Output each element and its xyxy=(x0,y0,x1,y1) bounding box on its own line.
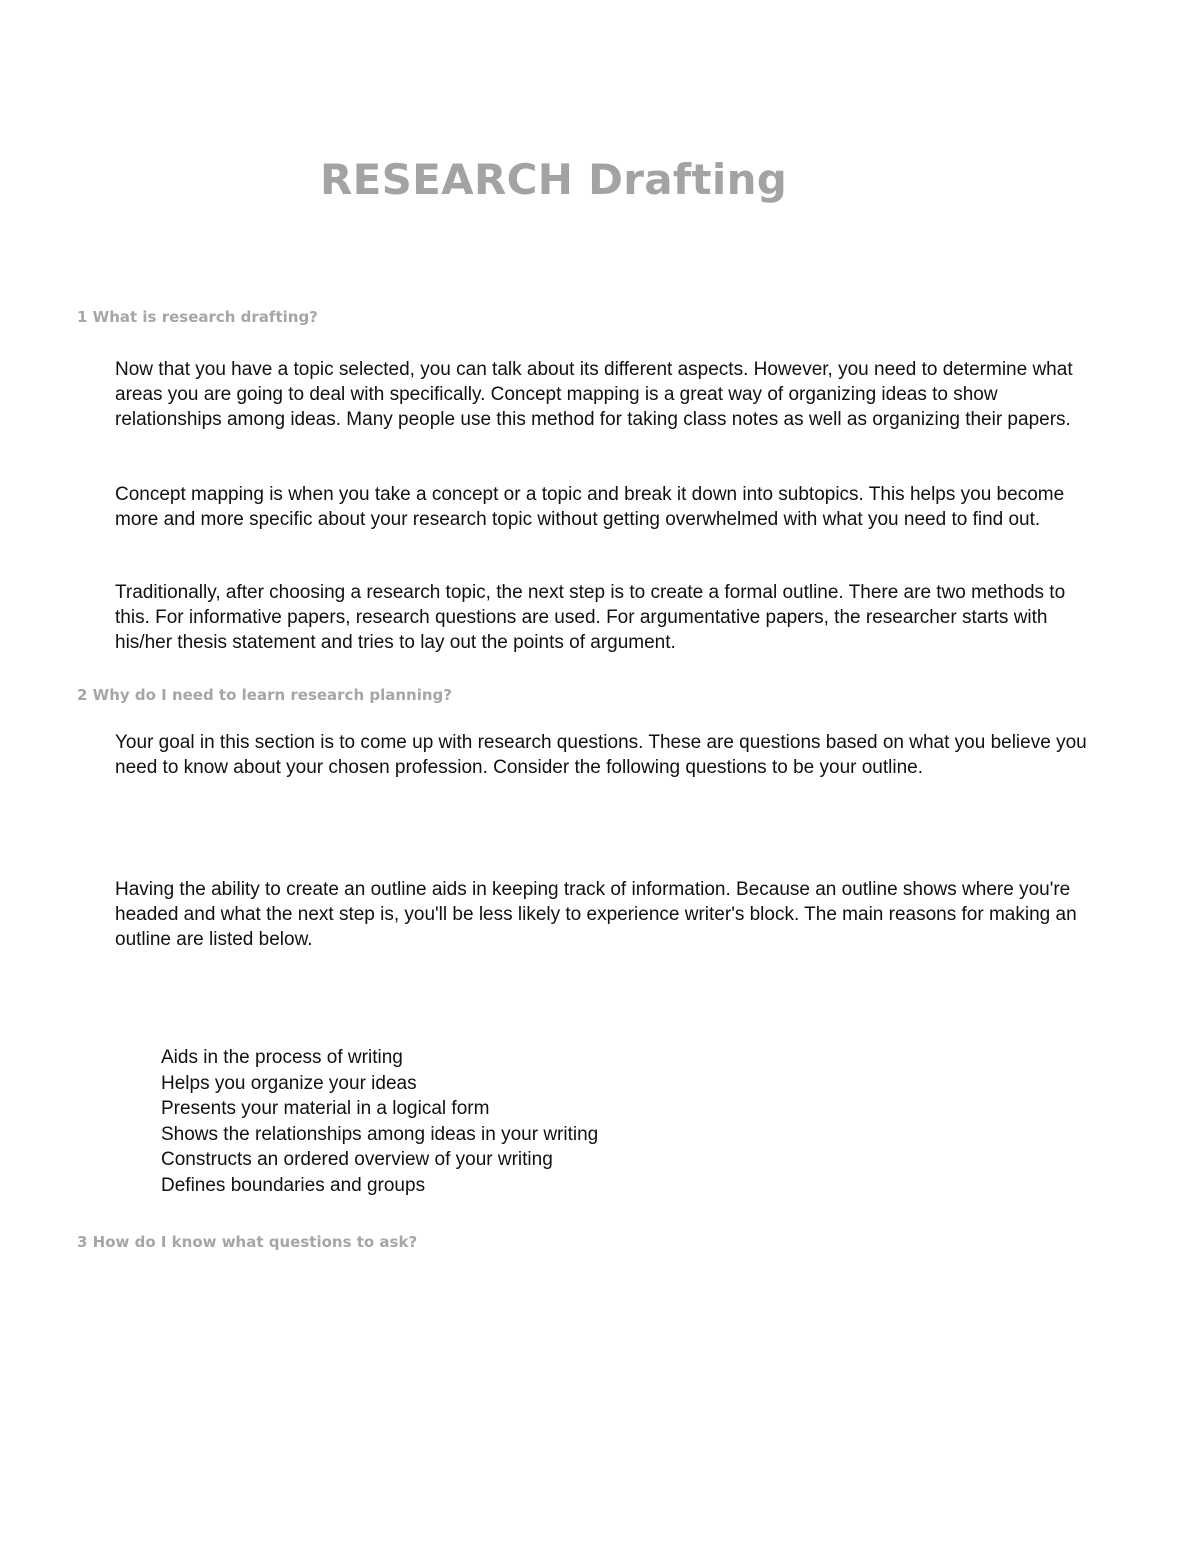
outline-reasons-list xyxy=(161,1045,598,1198)
list-item: Presents your material in a logical form xyxy=(161,1098,490,1119)
section-3-heading: 3 How do I know what questions to ask? xyxy=(77,1233,418,1251)
section-1-heading: 1 What is research drafting? xyxy=(77,308,318,326)
list-item: Defines boundaries and groups xyxy=(161,1174,426,1196)
list-item: Constructs an ordered overview of your writing xyxy=(161,1149,553,1170)
section-1-paragraph-1: Now that you have a topic selected, you can talk about its different aspects. However, you need to determine what areas you are going to deal with specifically. Concept mapping is a great way of organizing ideas to show relationships among ideas. Many people use this method for taking class notes as well as organizing their papers. xyxy=(115,359,1073,430)
section-1-paragraph-3: Traditionally, after choosing a research topic, the next step is to create a formal outline. There are two methods to this. For informative papers, research questions are used. For argumentative papers, the researcher starts with his/her thesis statement and tries to lay out the points of argument. xyxy=(115,582,1066,653)
page-title: RESEARCH Drafting xyxy=(320,155,788,204)
list-item: Aids in the process of writing xyxy=(161,1047,403,1068)
section-2-paragraph-2: Having the ability to create an outline aids in keeping track of information. Because an outline shows where you're headed and what the next step is, you'll be less likely to experience writer's block. The main reasons for making an outline are listed below. xyxy=(115,879,1077,950)
list-item: Shows the relationships among ideas in your writing xyxy=(161,1123,599,1145)
section-2-heading: 2 Why do I need to learn research planning? xyxy=(77,686,452,704)
section-2-paragraph-1: Your goal in this section is to come up with research questions. These are questions based on what you believe you need to know about your chosen profession. Consider the following questions to be your outline. xyxy=(115,732,1087,778)
section-1-paragraph-2: Concept mapping is when you take a concept or a topic and break it down into subtopics. This helps you become more and more specific about your research topic without getting overwhelmed with what you need to find out. xyxy=(115,484,1065,530)
list-item: Helps you organize your ideas xyxy=(161,1072,417,1094)
